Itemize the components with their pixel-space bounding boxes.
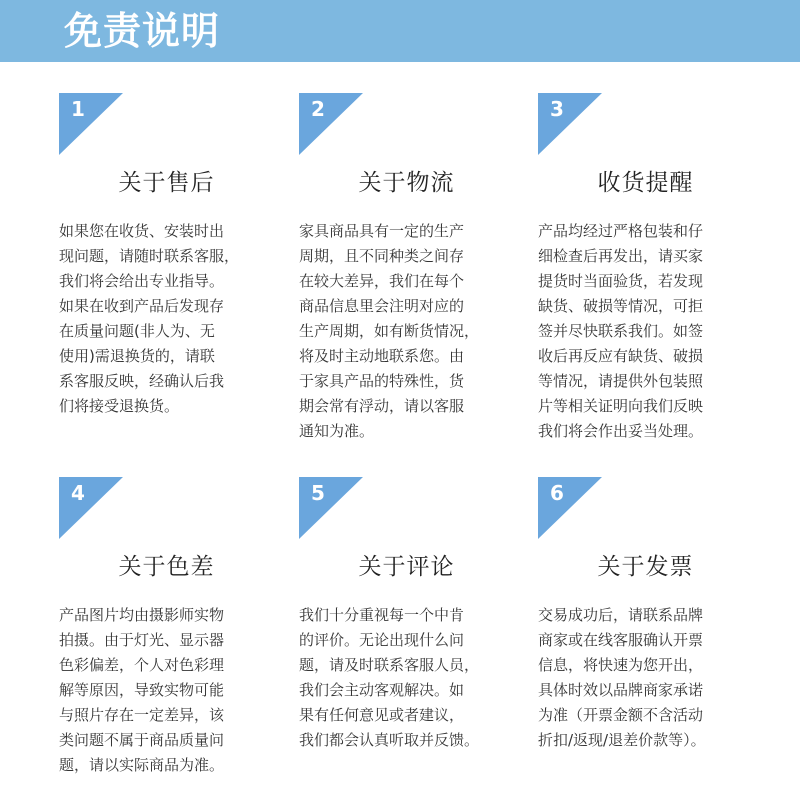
body-line: 们将接受退换货。 <box>59 397 180 415</box>
badge-number: 1 <box>71 97 85 121</box>
body-line: 如果在收到产品后发现存 <box>59 297 225 315</box>
number-badge <box>59 93 123 155</box>
body-line: 题，请及时联系客服人员， <box>299 656 480 674</box>
body-line: 商家或在线客服确认开票 <box>538 631 704 649</box>
body-line: 如果您在收货、安装时出 <box>59 222 225 240</box>
number-badge <box>299 93 363 155</box>
body-line: 提货时当面验货，若发现 <box>538 272 704 290</box>
card-title: 关于评论 <box>358 554 455 580</box>
number-badge <box>59 477 123 539</box>
body-line: 与照片存在一定差异，该 <box>59 706 225 724</box>
card-title: 关于色差 <box>118 554 215 580</box>
card-title: 收货提醒 <box>597 170 694 196</box>
body-line: 收后再反应有缺货、破损 <box>538 347 704 365</box>
body-line: 我们十分重视每一个中肯 <box>299 606 465 624</box>
body-line: 在较大差异，我们在每个 <box>299 272 465 290</box>
number-badge <box>538 477 602 539</box>
badge-number: 4 <box>71 481 85 505</box>
body-line: 将及时主动地联系您。由 <box>299 347 465 365</box>
card-title: 关于发票 <box>597 554 694 580</box>
body-line: 折扣/返现/退差价款等）。 <box>538 731 706 749</box>
body-line: 签并尽快联系我们。如签 <box>538 322 704 340</box>
card-body <box>299 219 517 444</box>
body-line: 我们将会作出妥当处理。 <box>538 422 704 440</box>
badge-number: 5 <box>311 481 325 505</box>
page-title: 免责说明 <box>64 9 221 53</box>
body-line: 系客服反映，经确认后我 <box>59 372 225 390</box>
card-body <box>59 219 277 419</box>
card-title: 关于售后 <box>118 170 215 196</box>
body-line: 果有任何意见或者建议， <box>299 706 465 724</box>
body-line: 家具商品具有一定的生产 <box>299 222 465 240</box>
body-line: 通知为准。 <box>299 422 375 440</box>
body-line: 类问题不属于商品质量问 <box>59 731 225 749</box>
body-line: 拍摄。由于灯光、显示器 <box>59 631 225 649</box>
body-line: 缺货、破损等情况，可拒 <box>538 297 704 315</box>
card-body <box>59 603 277 778</box>
body-line: 产品图片均由摄影师实物 <box>59 606 225 624</box>
number-badge <box>299 477 363 539</box>
body-line: 的评价。无论出现什么问 <box>299 631 465 649</box>
body-line: 现问题，请随时联系客服， <box>59 247 240 265</box>
badge-number: 6 <box>550 481 564 505</box>
header-bar <box>0 0 800 62</box>
card-body <box>299 603 517 753</box>
body-line: 交易成功后，请联系品牌 <box>538 606 704 624</box>
body-line: 细检查后再发出，请买家 <box>538 247 704 265</box>
body-line: 题，请以实际商品为准。 <box>59 756 225 774</box>
badge-number: 2 <box>311 97 325 121</box>
card-title: 关于物流 <box>358 170 455 196</box>
body-line: 具体时效以品牌商家承诺 <box>538 681 704 699</box>
badge-number: 3 <box>550 97 564 121</box>
number-badge <box>538 93 602 155</box>
body-line: 在质量问题(非人为、无 <box>59 322 215 340</box>
body-line: 信息，将快速为您开出， <box>538 656 704 674</box>
body-line: 使用)需退换货的，请联 <box>59 347 215 365</box>
body-line: 我们将会给出专业指导。 <box>59 272 225 290</box>
body-line: 为准（开票金额不含活动 <box>538 706 704 724</box>
card-body <box>538 603 756 753</box>
card-body <box>538 219 756 444</box>
body-line: 片等相关证明向我们反映 <box>538 397 704 415</box>
body-line: 周期，且不同种类之间存 <box>299 247 465 265</box>
body-line: 我们都会认真听取并反馈。 <box>299 731 480 749</box>
body-line: 解等原因，导致实物可能 <box>59 681 225 699</box>
body-line: 生产周期，如有断货情况， <box>299 322 480 340</box>
body-line: 等情况，请提供外包装照 <box>538 372 704 390</box>
body-line: 我们会主动客观解决。如 <box>299 681 465 699</box>
body-line: 期会常有浮动，请以客服 <box>299 397 465 415</box>
body-line: 色彩偏差，个人对色彩理 <box>59 656 225 674</box>
body-line: 产品均经过严格包装和仔 <box>538 222 704 240</box>
body-line: 于家具产品的特殊性，货 <box>299 372 465 390</box>
body-line: 商品信息里会注明对应的 <box>299 297 465 315</box>
